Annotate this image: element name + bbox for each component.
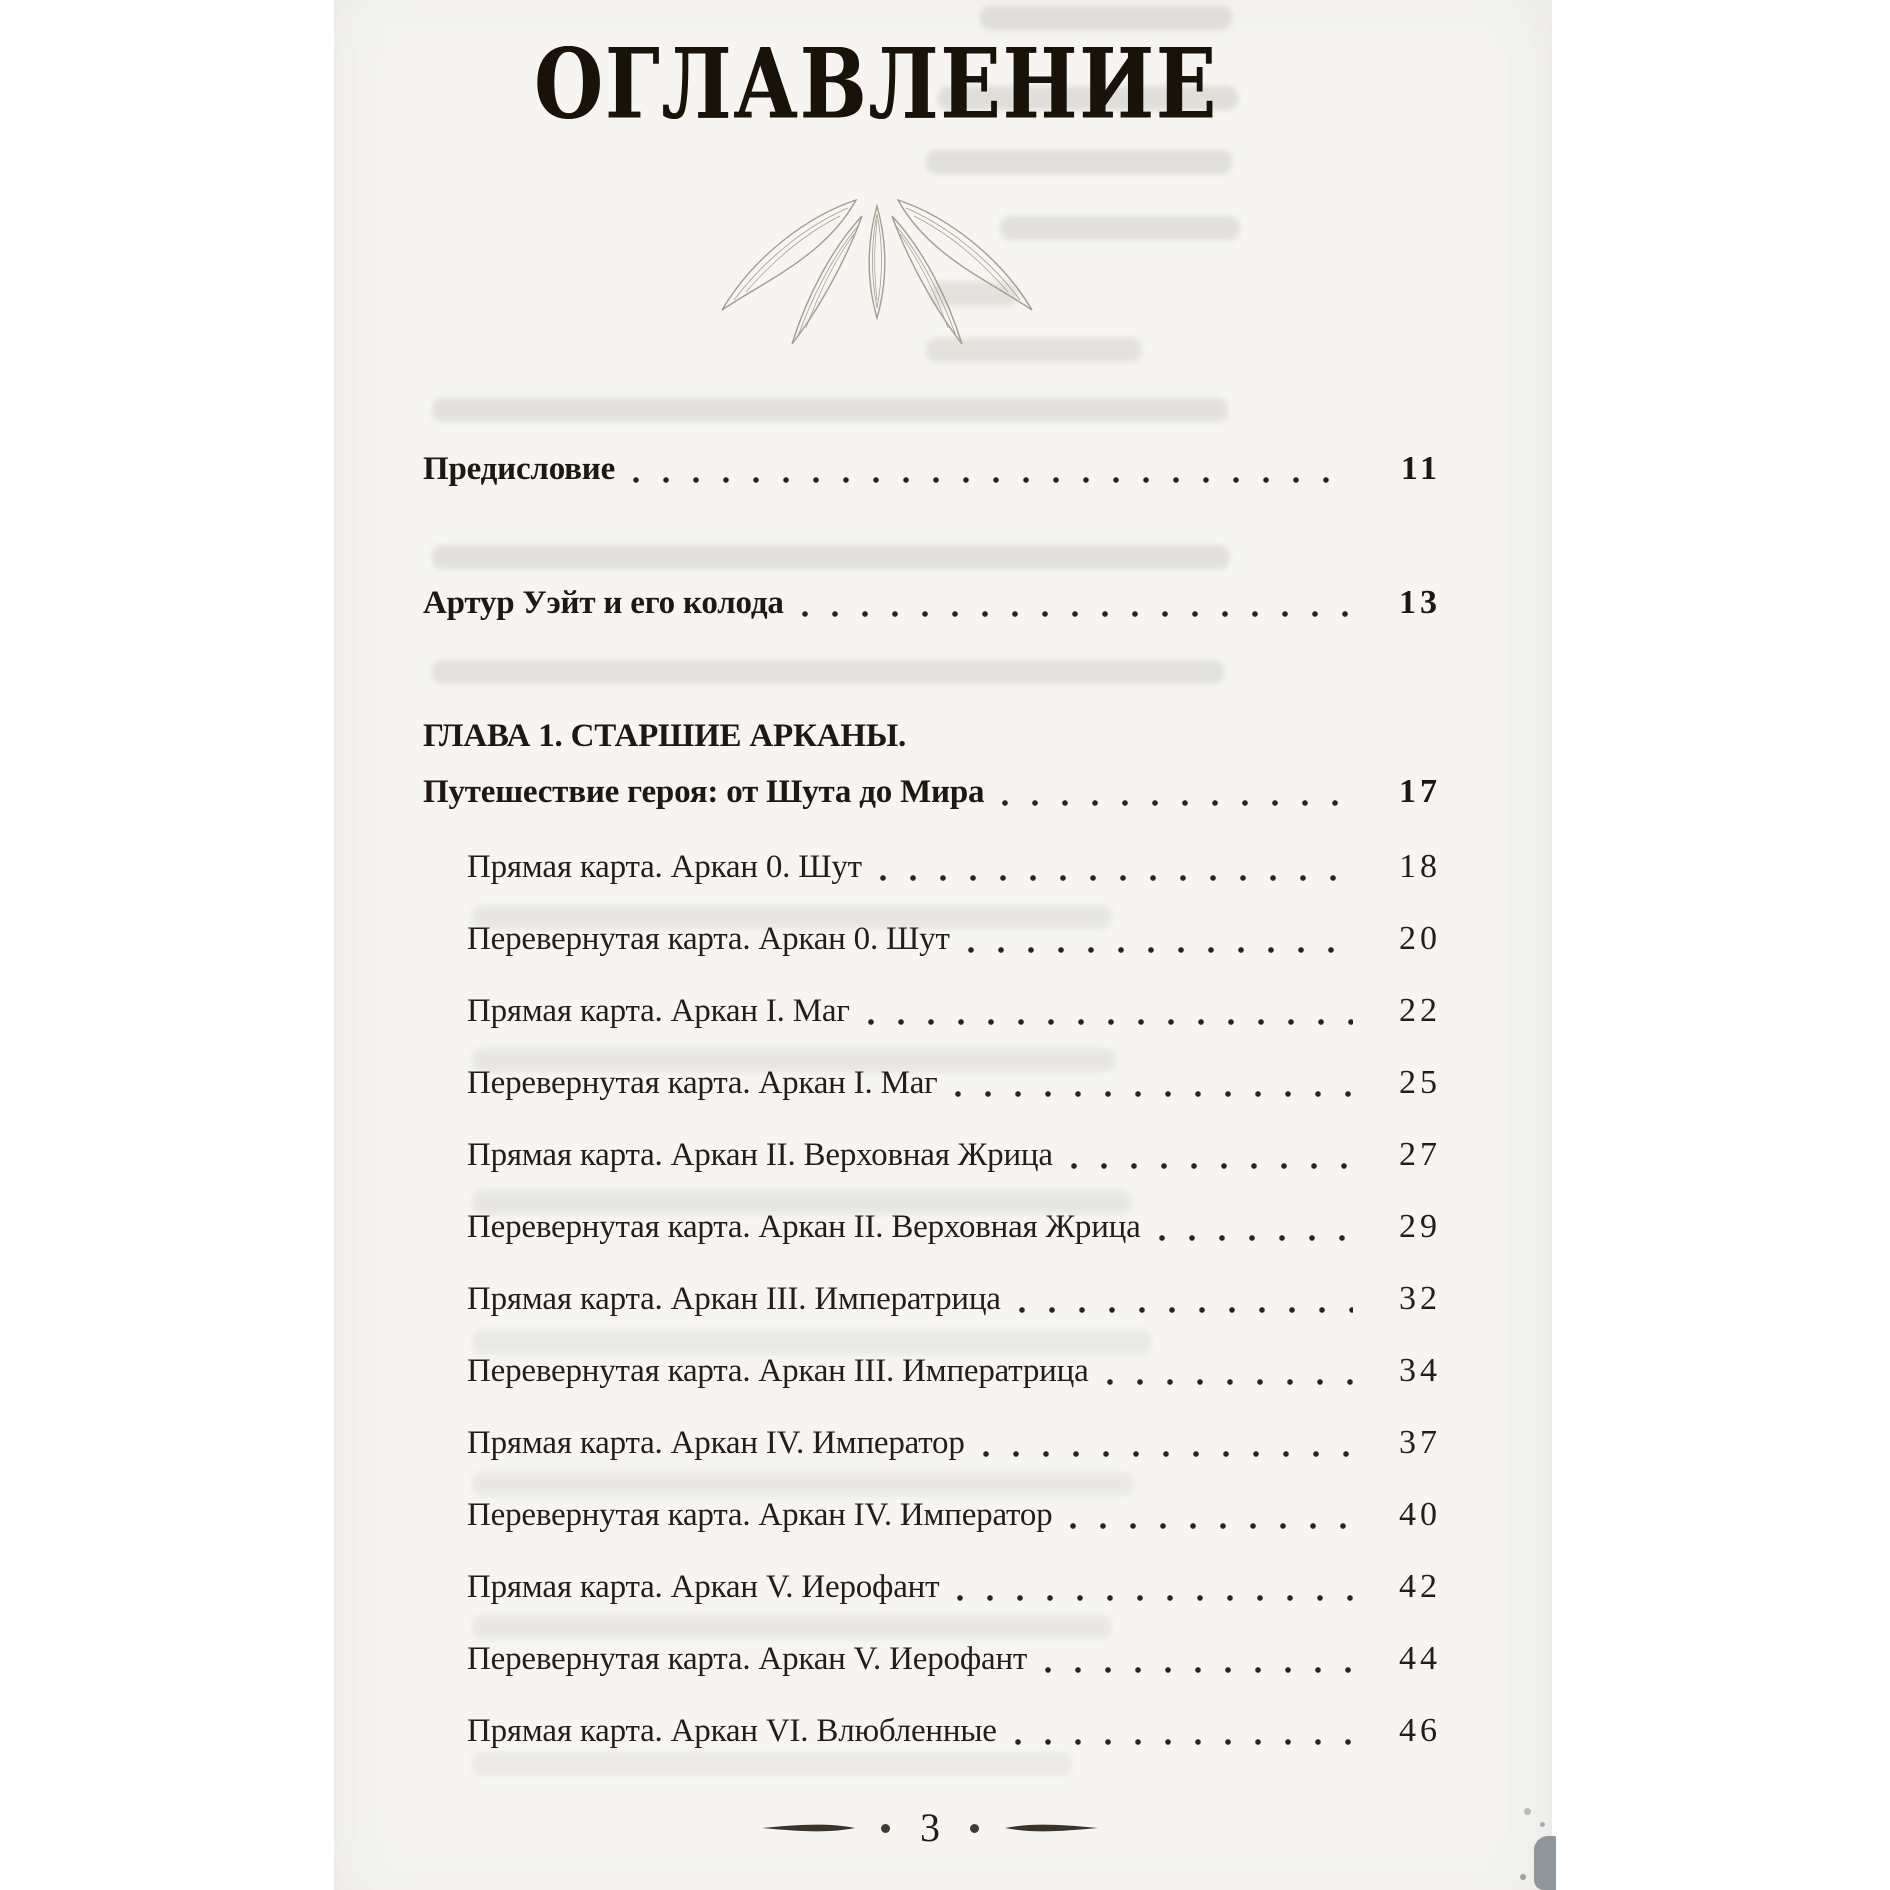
toc-entry-label: Перевернутая карта. Аркан V. Иерофант bbox=[467, 1641, 1028, 1677]
dot-leader bbox=[1103, 1349, 1353, 1393]
footer-dash-right-icon bbox=[1003, 1821, 1099, 1835]
toc-entry-page-number: 22 bbox=[1399, 992, 1441, 1029]
toc-entry-label: Путешествие героя: от Шута до Мира bbox=[423, 774, 985, 810]
dot-leader bbox=[1041, 1637, 1353, 1681]
dot-leader bbox=[798, 581, 1353, 625]
table-of-contents bbox=[423, 0, 1441, 1890]
folio-number: 3 bbox=[920, 1805, 940, 1850]
dot-leader bbox=[953, 1565, 1353, 1609]
toc-entry bbox=[467, 1347, 1441, 1393]
dot-leader bbox=[998, 770, 1353, 814]
toc-entry-page-number: 34 bbox=[1399, 1352, 1441, 1389]
toc-entry-page-number: 44 bbox=[1399, 1640, 1441, 1677]
toc-entry-label: Прямая карта. Аркан V. Иерофант bbox=[467, 1569, 940, 1605]
toc-entry-label: Прямая карта. Аркан I. Маг bbox=[467, 993, 850, 1029]
toc-entry bbox=[467, 1707, 1441, 1753]
dot-leader bbox=[1015, 1277, 1353, 1321]
toc-entry bbox=[467, 1635, 1441, 1681]
scan-artifact bbox=[1520, 1874, 1526, 1880]
toc-entry-label: Перевернутая карта. Аркан IV. Император bbox=[467, 1497, 1053, 1533]
toc-entry-label: Перевернутая карта. Аркан 0. Шут bbox=[467, 921, 950, 957]
toc-entry-label: Артур Уэйт и его колода bbox=[423, 585, 784, 621]
toc-entry-label: Прямая карта. Аркан VI. Влюбленные bbox=[467, 1713, 997, 1749]
toc-entry bbox=[467, 1131, 1441, 1177]
toc-entry-page-number: 13 bbox=[1399, 584, 1441, 621]
toc-entry-page-number: 27 bbox=[1399, 1136, 1441, 1173]
toc-entry-waite bbox=[423, 579, 1441, 625]
toc-entry bbox=[467, 1275, 1441, 1321]
toc-entry bbox=[467, 843, 1441, 889]
toc-entry-label: ГЛАВА 1. СТАРШИЕ АРКАНЫ. bbox=[423, 718, 907, 754]
page-footer bbox=[423, 1798, 1437, 1858]
dot-leader bbox=[1067, 1133, 1353, 1177]
toc-entry-label: Перевернутая карта. Аркан III. Императрица bbox=[467, 1353, 1089, 1389]
toc-entry-page-number: 42 bbox=[1399, 1568, 1441, 1605]
toc-entry-page-number: 25 bbox=[1399, 1064, 1441, 1101]
toc-entry-label: Перевернутая карта. Аркан I. Маг bbox=[467, 1065, 938, 1101]
toc-entry bbox=[467, 1203, 1441, 1249]
toc-entry bbox=[467, 915, 1441, 961]
toc-entry-page-number: 40 bbox=[1399, 1496, 1441, 1533]
footer-dot-icon bbox=[970, 1824, 979, 1833]
toc-entry-page-number: 20 bbox=[1399, 920, 1441, 957]
scan-artifact bbox=[1524, 1808, 1531, 1815]
dot-leader bbox=[876, 845, 1353, 889]
toc-entry-page-number: 17 bbox=[1399, 773, 1441, 810]
toc-entry-label: Прямая карта. Аркан IV. Император bbox=[467, 1425, 965, 1461]
footer-dot-icon bbox=[881, 1824, 890, 1833]
dot-leader bbox=[1155, 1205, 1353, 1249]
toc-entry-label: Прямая карта. Аркан III. Императрица bbox=[467, 1281, 1001, 1317]
dot-leader bbox=[1066, 1493, 1353, 1537]
toc-entry bbox=[467, 1563, 1441, 1609]
toc-entry-page-number: 18 bbox=[1399, 848, 1441, 885]
toc-entry bbox=[467, 987, 1441, 1033]
scan-artifact bbox=[1534, 1836, 1556, 1890]
toc-chapter-heading-line1 bbox=[423, 712, 1437, 758]
toc-chapter-heading-line2 bbox=[423, 768, 1441, 814]
page-title: ОГЛАВЛЕНИЕ bbox=[534, 27, 1218, 141]
dot-leader bbox=[629, 447, 1353, 491]
toc-entry-label: Перевернутая карта. Аркан II. Верховная Жрица bbox=[467, 1209, 1141, 1245]
toc-entry-page-number: 32 bbox=[1399, 1280, 1441, 1317]
toc-entry-page-number: 11 bbox=[1400, 450, 1441, 487]
toc-entry-preface bbox=[423, 445, 1441, 491]
toc-entry bbox=[467, 1059, 1441, 1105]
toc-entry-label: Предисловие bbox=[423, 451, 616, 487]
dot-leader bbox=[951, 1061, 1353, 1105]
toc-entry-label: Прямая карта. Аркан 0. Шут bbox=[467, 849, 862, 885]
toc-entry-page-number: 46 bbox=[1399, 1712, 1441, 1749]
toc-entry-label: Прямая карта. Аркан II. Верховная Жрица bbox=[467, 1137, 1053, 1173]
scan-artifact bbox=[1540, 1822, 1545, 1827]
dot-leader bbox=[979, 1421, 1353, 1465]
toc-entry bbox=[467, 1491, 1441, 1537]
toc-entry bbox=[467, 1419, 1441, 1465]
toc-entry-page-number: 29 bbox=[1399, 1208, 1441, 1245]
dot-leader bbox=[864, 989, 1353, 1033]
dot-leader bbox=[964, 917, 1353, 961]
dot-leader bbox=[1011, 1709, 1353, 1753]
footer-dash-left-icon bbox=[761, 1821, 857, 1835]
toc-entry-page-number: 37 bbox=[1399, 1424, 1441, 1461]
